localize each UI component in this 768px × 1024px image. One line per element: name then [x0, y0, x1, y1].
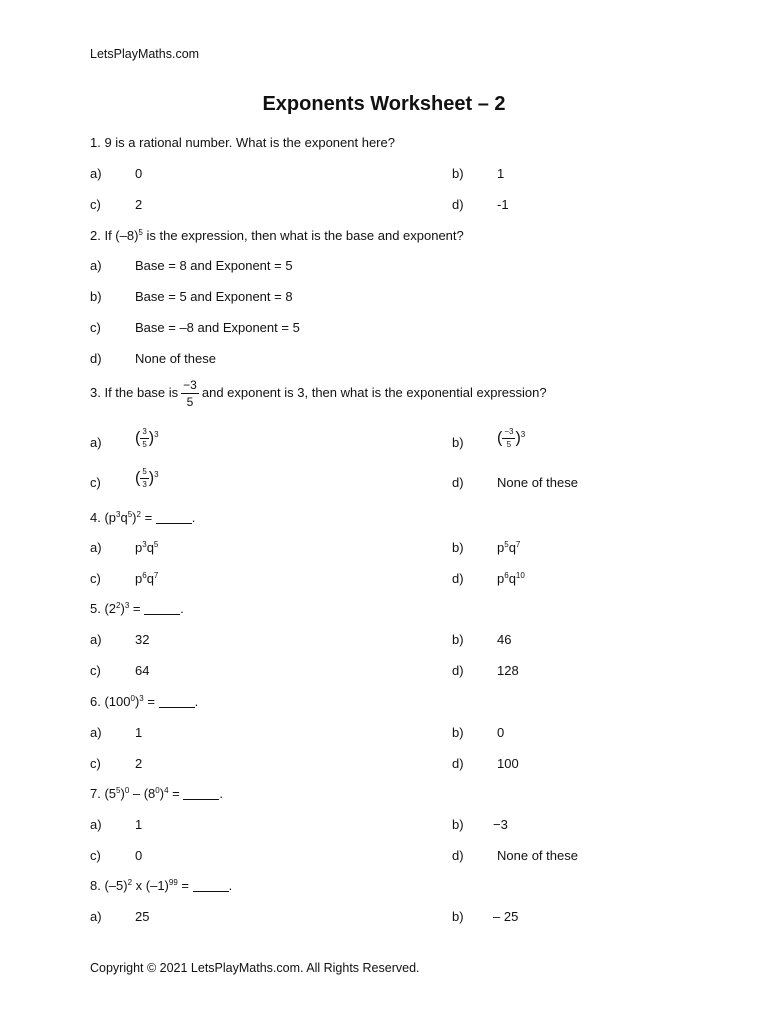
question-text: .: [194, 694, 199, 709]
option-label-c: c): [90, 571, 101, 586]
question-text: – (8: [129, 786, 156, 801]
question-text: 4. (p: [90, 510, 117, 525]
option-label-c: c): [90, 848, 101, 863]
option-a: Base = 8 and Exponent = 5: [135, 258, 293, 273]
option-text: q: [146, 540, 154, 555]
question-text: ): [120, 786, 125, 801]
option-label-b: b): [452, 540, 464, 555]
option-label-a: a): [90, 166, 102, 181]
exponent: 0: [130, 694, 135, 703]
close-paren: ): [148, 429, 155, 447]
exponent: 5: [504, 540, 509, 549]
question-4: [90, 510, 195, 525]
option-c: [135, 571, 158, 586]
option-b: [497, 428, 525, 449]
option-b: 1: [497, 166, 505, 181]
option-d: -1: [497, 197, 509, 212]
numerator: −3: [183, 378, 197, 392]
exponent: 2: [127, 878, 133, 887]
question-text: =: [177, 878, 193, 893]
exponent: 5: [116, 786, 121, 795]
denominator: 5: [142, 440, 147, 449]
option-label-c: c): [90, 320, 101, 335]
option-c: Base = –8 and Exponent = 5: [135, 320, 300, 335]
option-d: [497, 571, 525, 586]
exponent: 3: [139, 694, 144, 703]
option-a: 0: [135, 166, 143, 181]
question-3: [90, 379, 547, 408]
exponent: 0: [124, 786, 130, 795]
question-8: [90, 878, 232, 893]
option-label-a: a): [90, 540, 102, 555]
question-text: 3. If the base is: [90, 384, 179, 400]
fraction: [140, 428, 148, 449]
option-label-b: b): [452, 909, 464, 924]
option-text: p: [135, 571, 143, 586]
option-label-d: d): [452, 756, 464, 771]
option-label-c: c): [90, 663, 101, 678]
close-paren: ): [148, 469, 155, 487]
question-text: 6. (100: [90, 694, 131, 709]
answer-blank: [144, 602, 180, 615]
answer-blank: [156, 511, 192, 524]
option-label-a: a): [90, 909, 102, 924]
option-label-b: b): [452, 817, 464, 832]
question-text: .: [219, 786, 223, 801]
option-label-b: b): [452, 632, 464, 647]
question-text: =: [129, 601, 145, 616]
question-text: is the expression, then what is the base and exponent?: [142, 228, 464, 243]
question-text: 2. If (–8): [90, 228, 139, 243]
question-text: ): [159, 786, 165, 801]
option-label-b: b): [452, 725, 464, 740]
open-paren: (: [135, 469, 141, 487]
question-1: 1. 9 is a rational number. What is the exponent here?: [90, 135, 395, 150]
question-text: .: [180, 601, 184, 616]
option-c: 2: [135, 756, 143, 771]
exponent: 5: [127, 510, 133, 519]
option-label-a: a): [90, 435, 102, 450]
option-label-a: a): [90, 817, 102, 832]
denominator: 3: [142, 480, 147, 489]
option-c: 2: [135, 197, 143, 212]
exponent: 3: [520, 429, 526, 439]
exponent: 5: [153, 540, 159, 549]
option-b: −3: [493, 817, 508, 832]
option-d: 100: [497, 756, 519, 771]
page-title: Exponents Worksheet – 2: [262, 93, 506, 115]
option-label-d: d): [452, 197, 464, 212]
option-label-b: b): [452, 435, 464, 450]
option-label-d: d): [90, 351, 102, 366]
option-d: None of these: [135, 351, 216, 366]
exponent: 6: [504, 571, 509, 580]
open-paren: (: [135, 429, 141, 447]
numerator: −3: [502, 428, 515, 439]
option-label-c: c): [90, 756, 101, 771]
option-d: None of these: [497, 848, 578, 863]
answer-blank: [183, 787, 219, 800]
option-label-a: a): [90, 632, 102, 647]
exponent: 3: [116, 510, 121, 519]
question-text: ): [132, 510, 137, 525]
option-text: q: [508, 571, 516, 586]
exponent: 4: [164, 786, 169, 795]
fraction: [502, 428, 515, 449]
question-text: .: [191, 510, 196, 525]
exponent: 3: [154, 429, 159, 439]
question-text: .: [228, 878, 233, 893]
numerator: 3: [140, 428, 148, 439]
denominator: 5: [506, 440, 512, 449]
exponent: 7: [153, 571, 159, 580]
option-label-d: d): [452, 475, 464, 490]
copyright-footer: Copyright © 2021 LetsPlayMaths.com. All Rights Reserved.: [90, 961, 420, 975]
question-text: x (–1): [132, 878, 169, 893]
question-text: q: [120, 510, 128, 525]
question-text: 5. (2: [90, 601, 117, 616]
option-text: p: [497, 540, 505, 555]
question-text: =: [140, 510, 156, 525]
option-a: 1: [135, 725, 143, 740]
question-text: ): [134, 694, 140, 709]
close-paren: ): [515, 429, 521, 447]
option-label-d: d): [452, 663, 464, 678]
option-label-d: d): [452, 571, 464, 586]
exponent: 7: [515, 540, 521, 549]
exponent: 6: [142, 571, 147, 580]
option-label-c: c): [90, 197, 101, 212]
option-c: [135, 468, 159, 489]
exponent: 99: [168, 878, 178, 887]
question-text: 8. (–5): [90, 878, 128, 893]
site-name: LetsPlayMaths.com: [90, 47, 200, 61]
option-c: 0: [135, 848, 143, 863]
exponent: 2: [116, 601, 121, 610]
option-c: 64: [135, 663, 150, 678]
exponent: 3: [124, 601, 130, 610]
option-d: 128: [497, 663, 519, 678]
question-7: [90, 786, 223, 801]
exponent: 10: [515, 571, 525, 580]
exponent: 2: [136, 510, 141, 519]
option-label-b: b): [452, 166, 464, 181]
option-label-a: a): [90, 725, 102, 740]
option-a: 1: [135, 817, 143, 832]
fraction: [140, 468, 148, 489]
option-label-d: d): [452, 848, 464, 863]
option-b: – 25: [493, 909, 519, 924]
option-b: [497, 540, 520, 555]
option-text: q: [508, 540, 516, 555]
fraction: [181, 379, 199, 408]
option-b: 46: [497, 632, 512, 647]
option-label-c: c): [90, 475, 101, 490]
option-d: None of these: [497, 475, 578, 490]
option-a: 25: [135, 909, 150, 924]
option-b: 0: [497, 725, 505, 740]
option-a: [135, 540, 158, 555]
answer-blank: [159, 695, 195, 708]
question-text: ): [120, 601, 125, 616]
option-label-a: a): [90, 258, 102, 273]
exponent: 3: [154, 469, 159, 479]
exponent: 5: [138, 228, 143, 237]
question-text: and exponent is 3, then what is the exponential expression?: [201, 384, 547, 400]
option-text: q: [146, 571, 154, 586]
option-text: p: [497, 571, 505, 586]
question-6: [90, 694, 198, 709]
option-a: 32: [135, 632, 150, 647]
open-paren: (: [497, 429, 503, 447]
question-text: =: [168, 786, 184, 801]
option-label-b: b): [90, 289, 102, 304]
option-a: [135, 428, 159, 449]
denominator: 5: [186, 395, 194, 409]
question-5: [90, 601, 184, 616]
question-2: [90, 228, 464, 243]
option-b: Base = 5 and Exponent = 8: [135, 289, 293, 304]
numerator: 5: [140, 468, 148, 479]
answer-blank: [193, 879, 229, 892]
option-text: p: [135, 540, 143, 555]
question-text: =: [143, 694, 159, 709]
exponent: 3: [142, 540, 147, 549]
exponent: 0: [155, 786, 160, 795]
question-text: 7. (5: [90, 786, 117, 801]
